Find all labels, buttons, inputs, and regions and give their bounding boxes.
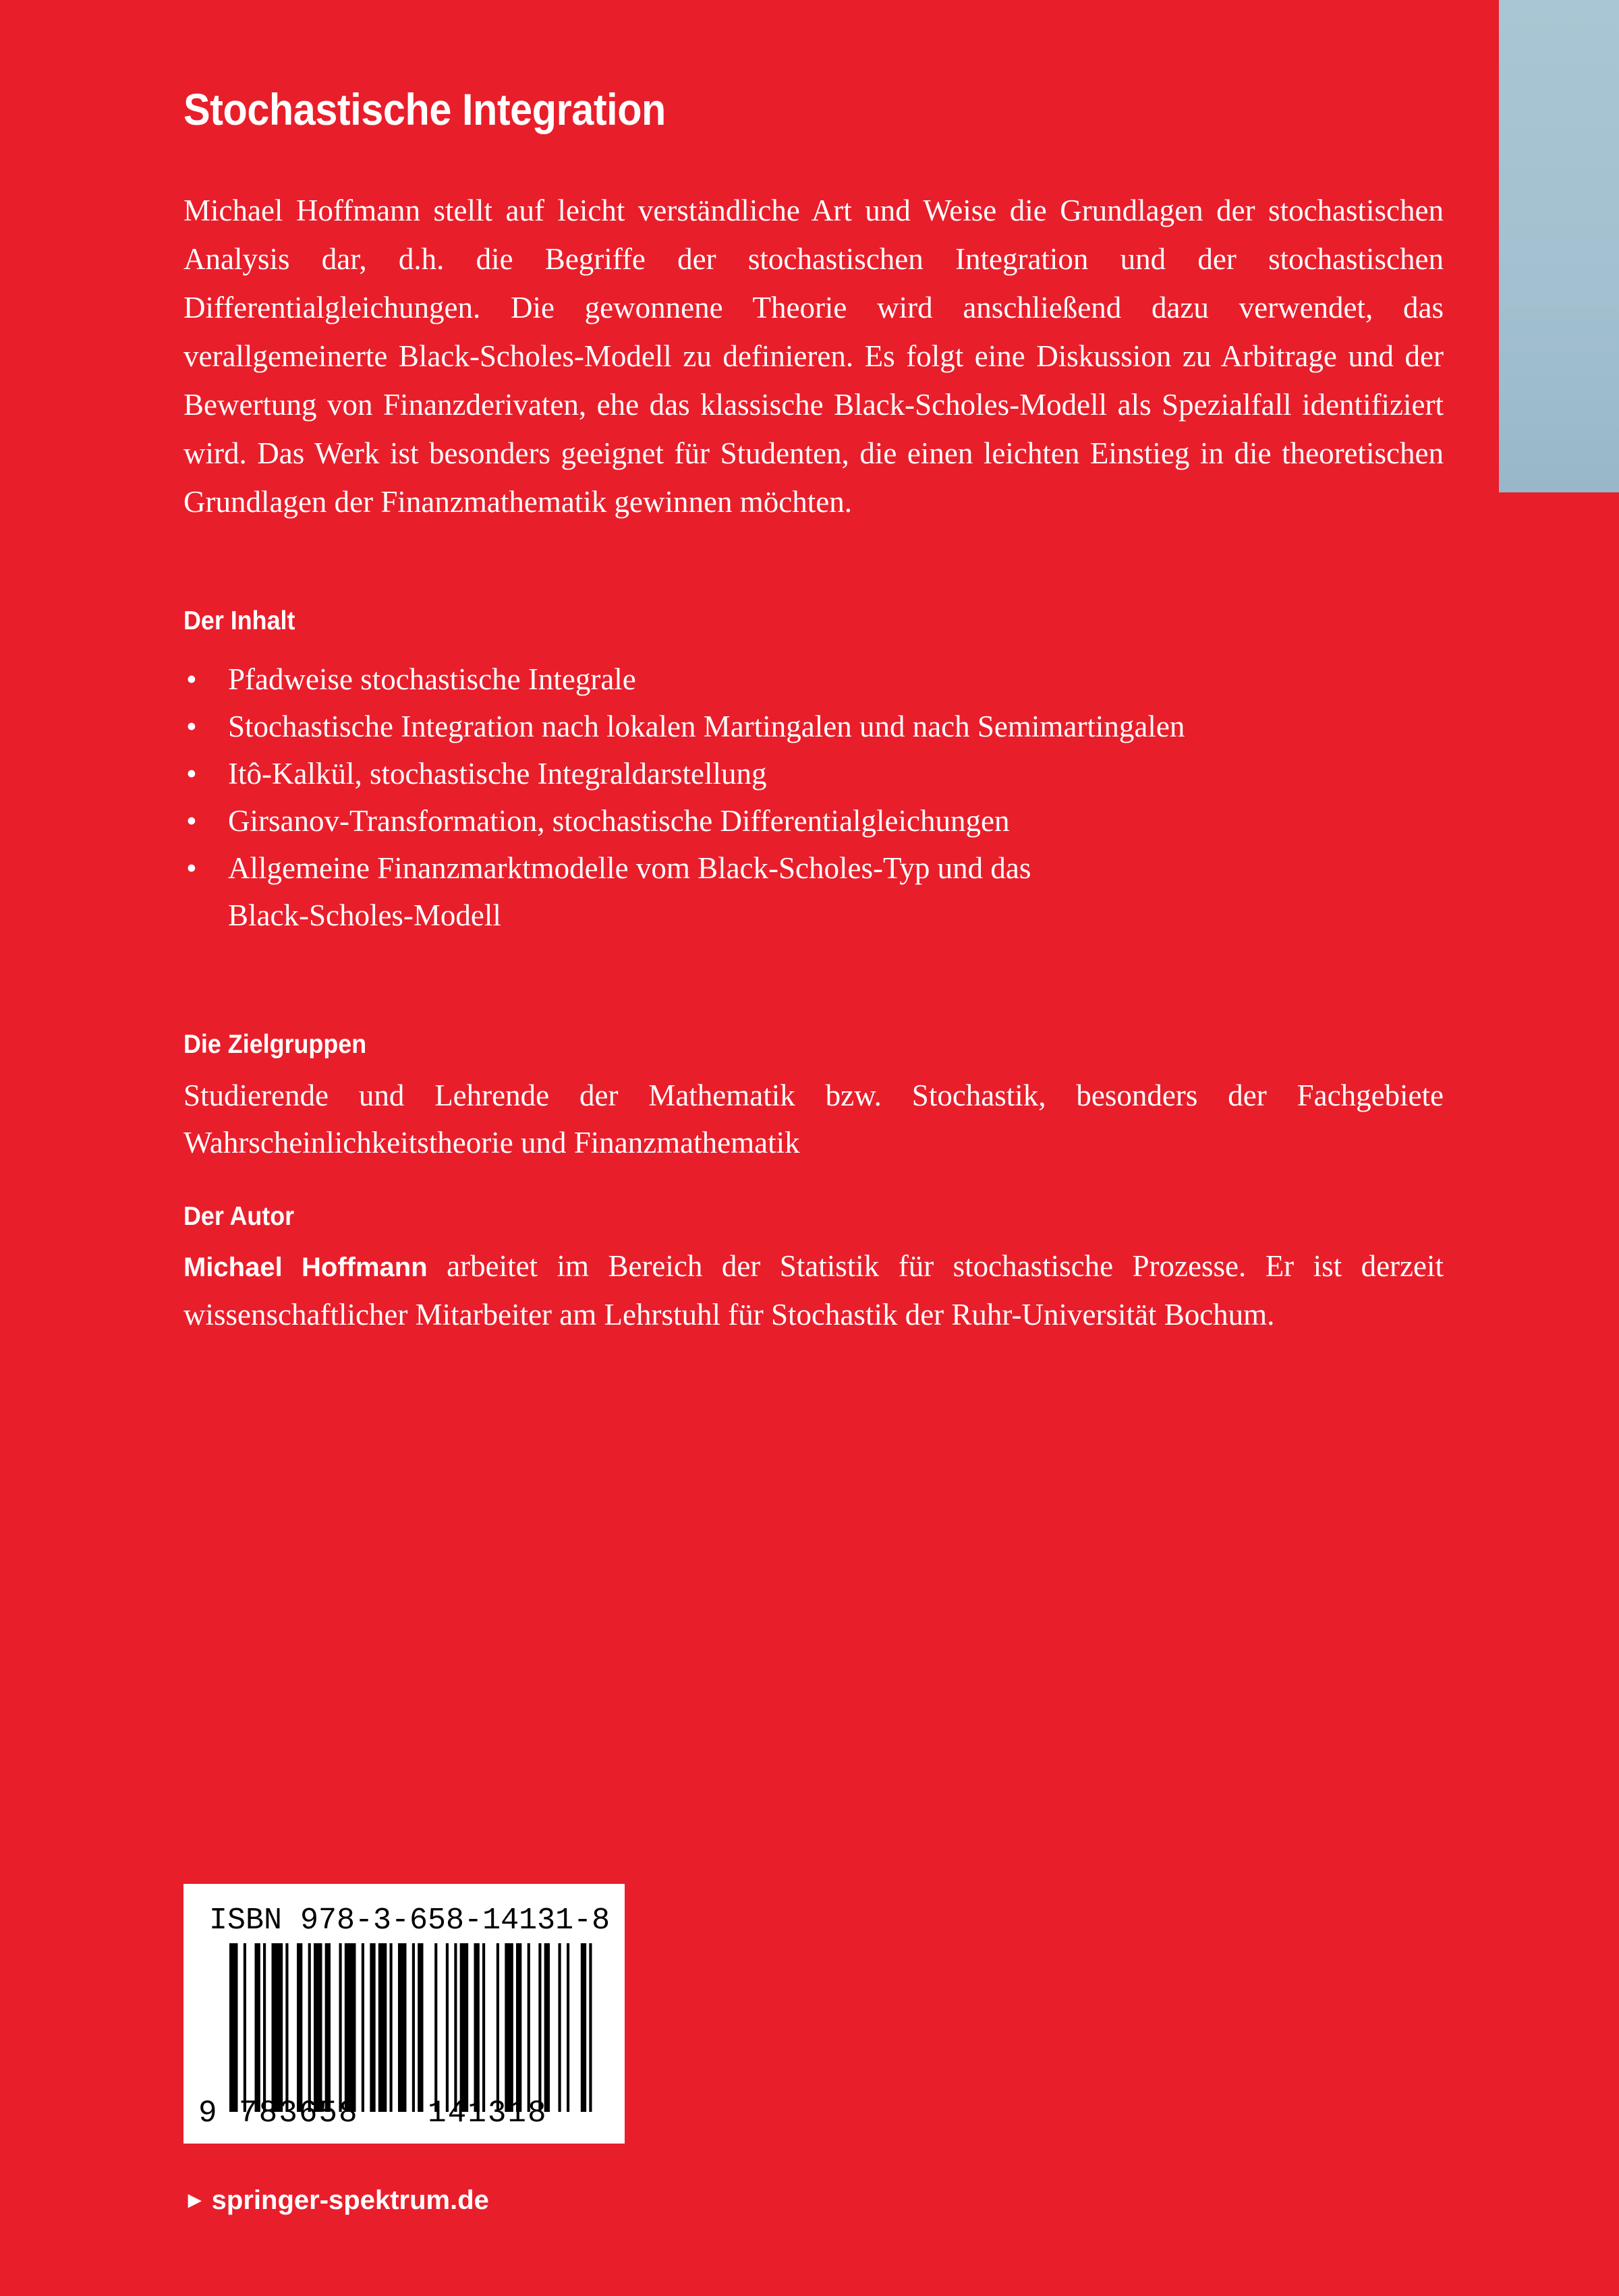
barcode-digit-group-2: 141318 <box>428 2096 548 2131</box>
barcode-bar <box>398 1943 407 2112</box>
bullet-icon: • <box>186 804 197 838</box>
barcode-bar <box>567 1943 569 2112</box>
isbn-label: ISBN 978-3-658-14131-8 <box>209 1903 610 1938</box>
contents-heading: Der Inhalt <box>183 606 295 635</box>
bullet-icon: • <box>186 851 197 885</box>
play-arrow-icon: ► <box>183 2187 206 2213</box>
barcode-bar <box>434 1943 437 2112</box>
list-item: • Girsanov-Transformation, stochastische Differentialgleichungen <box>183 797 1452 844</box>
barcode-bar <box>325 1943 331 2112</box>
bullet-icon: • <box>186 757 197 791</box>
barcode-bar <box>418 1943 423 2112</box>
barcode-bar <box>244 1943 246 2112</box>
barcode-bar <box>505 1943 513 2112</box>
list-item: • Itô-Kalkül, stochastische Integraldarstellung <box>183 750 1452 797</box>
barcode-bar <box>474 1943 480 2112</box>
barcode-bar <box>263 1943 266 2112</box>
barcode-bar <box>538 1943 541 2112</box>
publisher-url: springer-spektrum.de <box>211 2185 489 2215</box>
list-item: • Stochastische Integration nach lokalen Martingalen und nach Semimartingalen <box>183 703 1452 750</box>
barcode-bar <box>345 1943 356 2112</box>
author-heading: Der Autor <box>183 1202 295 1231</box>
audience-text: Studierende und Lehrende der Mathematik bzw. Stochastik, besonders der Fachgebiete Wahrscheinlichkeitstheorie und Finanzmathematik <box>183 1079 1444 1159</box>
contents-list <box>183 656 1452 939</box>
barcode-bar <box>370 1943 375 2112</box>
barcode-bar <box>272 1943 283 2112</box>
audience-heading: Die Zielgruppen <box>183 1030 367 1059</box>
barcode-digit-group-1: 783658 <box>239 2096 359 2131</box>
barcode-bar <box>339 1943 342 2112</box>
bullet-icon: • <box>186 662 197 696</box>
barcode-bar <box>454 1943 457 2112</box>
barcode-bar <box>496 1943 499 2112</box>
barcode-bar <box>229 1943 238 2112</box>
barcode-bar <box>559 1943 561 2112</box>
accent-color-bar <box>1499 0 1619 492</box>
isbn-barcode <box>183 1884 625 2144</box>
publisher-link[interactable] <box>183 2181 489 2219</box>
list-item: • Pfadweise stochastische Integrale <box>183 656 1452 703</box>
barcode-bar <box>412 1943 415 2112</box>
list-item: • Allgemeine Finanzmarktmodelle vom Black-Scholes-Typ und das Black-Scholes-Modell <box>183 844 1064 939</box>
barcode-icon <box>229 1943 600 2112</box>
author-name: Michael Hoffmann <box>183 1253 428 1282</box>
barcode-bar <box>446 1943 449 2112</box>
barcode-bar <box>308 1943 311 2112</box>
bullet-icon: • <box>186 710 197 743</box>
barcode-bar <box>255 1943 260 2112</box>
barcode-bar <box>314 1943 322 2112</box>
book-title: Stochastische Integration <box>183 84 666 134</box>
barcode-bar <box>460 1943 469 2112</box>
barcode-bar <box>581 1943 586 2112</box>
barcode-bar <box>482 1943 485 2112</box>
author-bio: arbeitet im Bereich der Statistik für stochastische Prozesse. Er ist derzeit wissenschaftlicher Mitarbeiter am Lehrstuhl für Stochastik der Ruhr-Universität Bochum. <box>183 1249 1444 1331</box>
barcode-bar <box>297 1943 302 2112</box>
barcode-bar <box>362 1943 364 2112</box>
barcode-bar <box>378 1943 387 2112</box>
barcode-bar <box>544 1943 550 2112</box>
barcode-bar <box>285 1943 288 2112</box>
author-text <box>183 1242 1444 1338</box>
barcode-digit-first: 9 <box>198 2096 219 2131</box>
barcode-bar <box>528 1943 530 2112</box>
barcode-bar <box>390 1943 393 2112</box>
barcode-bar <box>589 1943 592 2112</box>
description-paragraph: Michael Hoffmann stellt auf leicht verständliche Art und Weise die Grundlagen der stochastischen Analysis dar, d.h. die Begriffe der stochastischen Integration und der stochastischen Differentialgleichungen. Die gewonnene Theorie wird anschließend dazu verwendet, das verallgemeinerte Black-Scholes-Modell zu definieren. Es folgt eine Diskussion zu Arbitrage und der Bewertung von Finanzderivaten, ehe das klassische Black-Scholes-Modell als Spezialfall identifiziert wird. Das Werk ist besonders geeignet für Studenten, die einen leichten Einstieg in die theoretischen Grundlagen der Finanzmathematik gewinnen möchten. <box>183 194 1444 519</box>
barcode-bar <box>516 1943 521 2112</box>
barcode-digits <box>198 2093 610 2133</box>
